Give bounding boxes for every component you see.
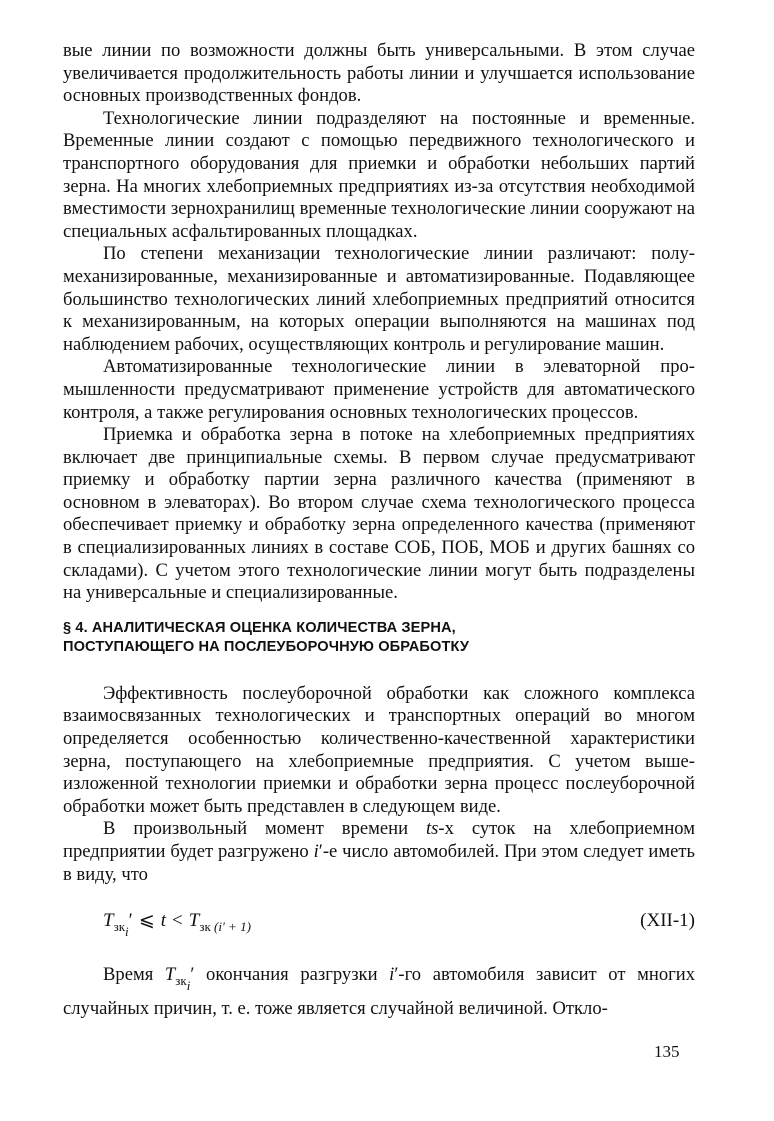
equation-xii-1 (63, 904, 695, 950)
para8-subscript-i: i (186, 978, 191, 994)
variable-ts: ts (426, 818, 439, 840)
section-heading-line-1: § 4. АНАЛИТИЧЕСКАЯ ОЦЕНКА КОЛИЧЕСТВА ЗЕРНА, (63, 619, 456, 636)
para8-symbol-T: T (164, 964, 176, 986)
eq-subscript-right-text: зк (199, 919, 211, 935)
eq-subscript-left-text: зк (113, 919, 126, 935)
para8-prime: ′ (190, 964, 195, 986)
section-heading-line-2: ПОСТУПАЮЩЕГО НА ПОСЛЕУБОРОЧНУЮ ОБРАБОТКУ (63, 638, 470, 655)
eq-symbol-T-right: T (188, 910, 200, 932)
equation-number: (XII-1) (640, 910, 695, 932)
eq-prime: ′ (128, 910, 133, 932)
paragraph-3: По степени механизации технологические линии различают: полумеханизированные, механизированные и автоматизированные. Подавляющее большинство технологических линий хлебоприемных предприятий относится к механизированным, на которых операции выполняются на машинах под наблюдением рабочих, осуществляющих контроль и регулирование машин. (63, 243, 695, 355)
para8-text-2: окончания разгрузки (194, 964, 390, 986)
para8-prime-2: ′ (394, 964, 399, 986)
para8-variable-i: i (389, 964, 395, 986)
para8-text-3: -го автомобиля зависит от многих случайных причин, т. е. тоже является случайной величиной. Откло- (63, 964, 695, 1019)
paragraph-2: Технологические линии подразделяют на постоянные и временные. Временные линии создают с помощью передвижного технологического и транспортного оборудования для приемки и обработки небольших партий зерна. На многих хлебоприемных предприятиях из-за отсутствия необходимой вместимости зернохранилищ временные технологические линии сооружают на специальных асфальтированных площадках. (63, 107, 695, 242)
page-body (63, 40, 695, 1020)
paragraph-8 (63, 964, 695, 1020)
eq-symbol-T-left: T (103, 910, 114, 932)
eq-subscript-right-index: (i′ + 1) (214, 919, 251, 935)
eq-symbol-t: t (160, 910, 167, 932)
paragraph-6: Эффективность послеуборочной обработки как сложного комплекса взаимосвязанных технологических и транспортных операций во многом определяется особенностью количественно-качественной характеристики зерна, поступающего на хлебоприемные предприятия. С учетом вышеизложенной технологии приемки и обработки зерна процесс послеуборочной обработки может быть представлен в следующем виде. (63, 682, 695, 817)
eq-relation-le: ⩽ (138, 910, 155, 932)
paragraph-5: Приемка и обработка зерна в потоке на хлебоприемных предприятиях включает две принципиальные схемы. В первом случае предусматривают приемку и обработку партии зерна различного качества (применяют в основном в элеваторах). Во втором случае схема технологического процесса обеспечивает приемку и обработку зерна определенного качества (применяют в специализированных линиях в составе СОБ, ПОБ, МОБ и других башнях со складами). С учетом этого технологические линии могут быть подразделены на универсальные и специализированные. (63, 424, 695, 604)
eq-subscript-left-i: i (125, 924, 129, 940)
eq-relation-lt: < (172, 910, 183, 932)
equation-formula (103, 910, 251, 944)
eq-subscript-left (113, 919, 129, 940)
variable-i: i (313, 841, 319, 862)
page-number: 135 (654, 1042, 680, 1061)
paragraph-7 (63, 818, 695, 886)
para8-text-1: Время (103, 964, 165, 986)
eq-subscript-right (199, 919, 251, 934)
para8-subscript (175, 973, 191, 994)
para8-subscript-text: зк (175, 973, 187, 989)
prime-mark: ′ (318, 841, 323, 862)
para7-text-2: -х суток на хлебоприемном предприятии будет разгружено (63, 818, 695, 862)
section-heading (63, 619, 695, 657)
para7-text-3: -е число автомобилей. При этом следует иметь в виду, что (63, 841, 695, 885)
para7-text-1: В произвольный момент времени (103, 818, 427, 840)
paragraph-4: Автоматизированные технологические линии в элеваторной промышленности предусматривают применение устройств для автоматического контроля, а также регулирования основных технологических процессов. (63, 356, 695, 423)
paragraph-1: вые линии по возможности должны быть универсальными. В этом случае увеличивается продолжительность работы линии и улучшается использование основных производственных фондов. (63, 40, 695, 107)
heading-spacer (63, 657, 695, 683)
